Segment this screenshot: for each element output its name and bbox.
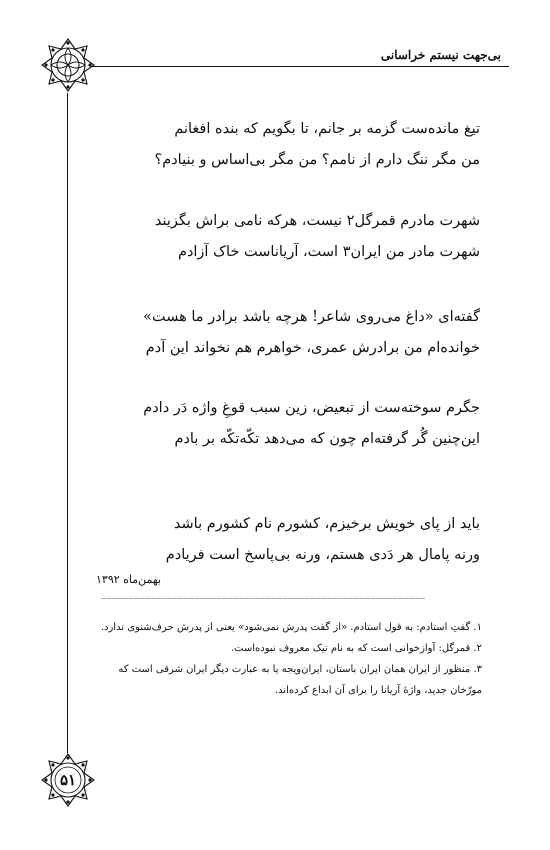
verse-line: ورنه پامال هر دَدی هستم، ورنه بی‌پاسخ است فریادم [165,547,480,563]
verse-line: تیغ مانده‌ست گزمه بر جانم، تا بگویم که بنده افغانم [174,121,480,137]
stanza-3 [98,302,480,364]
page-number: ۵۱ [59,771,77,789]
ornament-top-icon [40,37,96,93]
running-header: بی‌جهت نیستم خراسانی [380,48,501,62]
header-rule [92,66,509,67]
verse-line: شهرت مادرم قمرگل۲ نیست، هرکه نامی براش بگزیند [154,213,480,229]
stanza-2 [98,206,480,268]
footnote-2: ۲. قمرگل: آوازخوانی است که به نام نیک معروف نبوده‌است. [230,643,482,654]
margin-rule [67,93,68,753]
footnote-3: ۳. منظور از ایران همان ایران باستان، ایران‌ویجه یا به عبارت دیگر ایران شرقی است که مورّخان جدید، واژهٔ آریانا را برای آن ابداع کرده‌اند. [118,664,482,696]
footnote-separator: ___________________________________________________________ [101,588,426,599]
stanza-4 [98,393,480,455]
footnote-1: ۱. گفتِ استادم: به قول استادم. «از گفت پدرش نمی‌شود» یعنی از پدرش حرف‌شنوی ندارد. [100,622,482,633]
verse-line: این‌چنین گُر گرفته‌ام چون که می‌دهد تکّه‌تکّه بر بادم [174,431,480,447]
verse-line: شهرت مادر من ایران۳ است، آریاناست خاک آزادم [177,244,480,260]
footnotes [96,617,482,701]
verse-line: خوانده‌ام من برادرش عمری، خواهرم هم نخواند این آدم [145,340,480,356]
stanza-1 [98,114,480,176]
verse-line: جگرم سوخته‌ست از تبعیض، زین سبب قوغِ واژه دَر دادم [143,400,480,416]
verse-line: گفته‌ای «داغ می‌روی شاعر! هرچه باشد برادر ما هست» [143,309,480,325]
stanza-5 [98,509,480,571]
verse-line: من مگر ننگ دارم از نامم؟ من مگر بی‌اساس و بنیادم؟ [154,152,480,168]
verse-line: باید از پای خویش برخیزم، کشورم نام کشورم باشد [173,516,480,532]
poem-date: بهمن‌ماه ۱۳۹۲ [96,573,162,586]
